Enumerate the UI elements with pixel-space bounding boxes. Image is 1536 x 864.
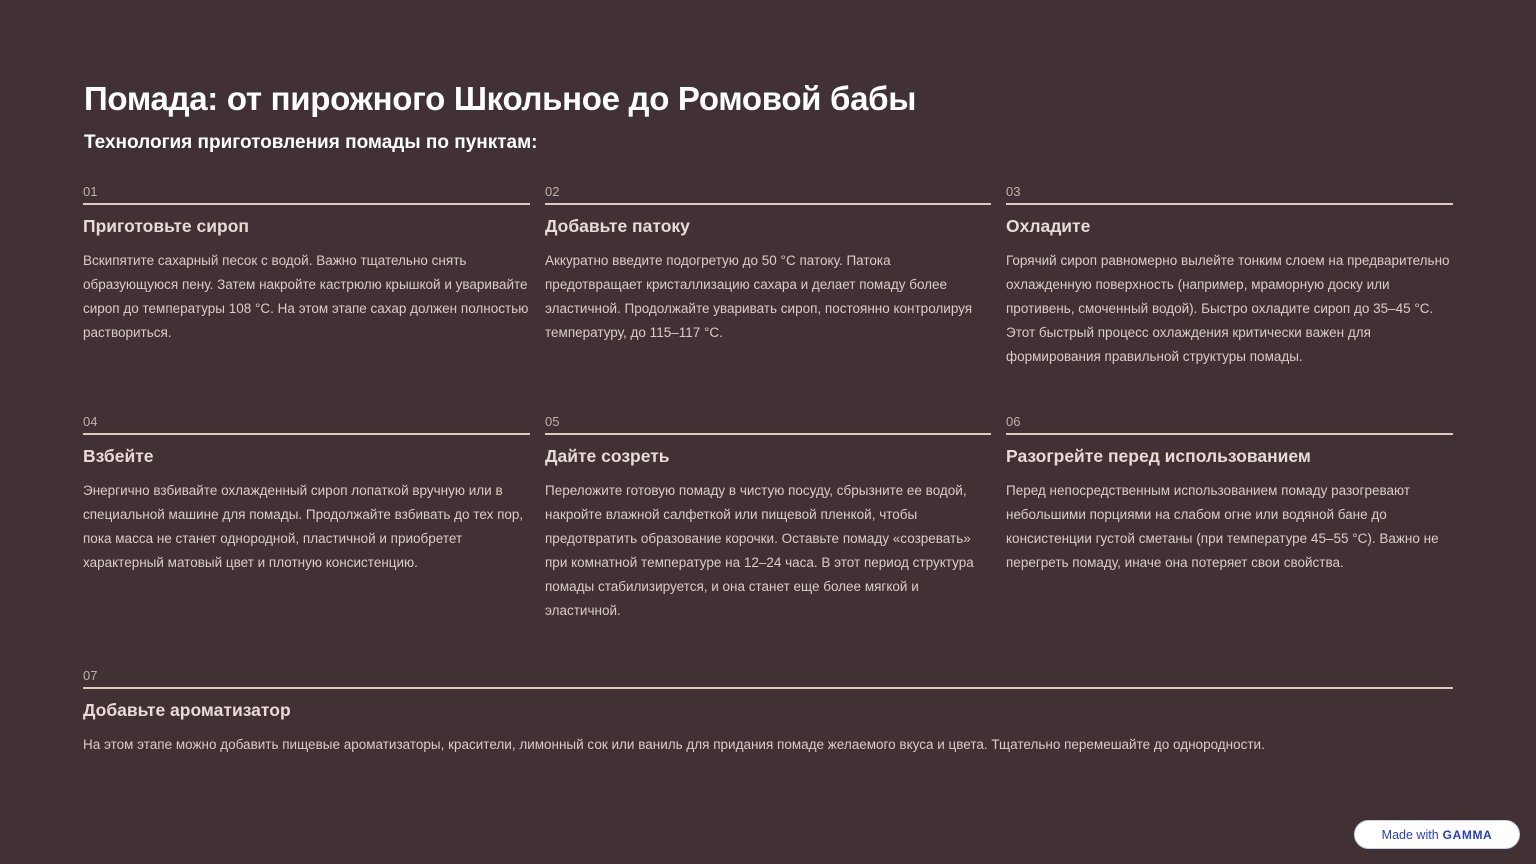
step-description: Горячий сироп равномерно вылейте тонким слоем на предварительно охлажденную поверхность (например, мраморную доску или противень, смоченный водой). Быстро охладите сироп до 35–45 °C. Этот быстрый процесс охлаждения критически важен для формирования правильной структуры помады.: [1006, 253, 1450, 364]
step-card-whip: [83, 414, 530, 575]
step-number: 05: [545, 414, 991, 435]
step-card-reheat: [1006, 414, 1453, 575]
step-number: 04: [83, 414, 530, 435]
step-title: Добавьте патоку: [545, 216, 690, 236]
step-number: 07: [83, 668, 1453, 689]
step-title: Охладите: [1006, 216, 1091, 236]
made-with-gamma-badge[interactable]: [1354, 820, 1520, 849]
step-title: Взбейте: [83, 446, 154, 466]
step-description: Переложите готовую помаду в чистую посуду, сбрызните ее водой, накройте влажной салфеткой или пищевой пленкой, чтобы предотвратить образование корочки. Оставьте помаду «созревать» при комнатной температуре на 12–24 часа. В этот период структура помады стабилизируется, и она станет еще более мягкой и эластичной.: [545, 483, 974, 618]
step-title: Дайте созреть: [545, 446, 670, 466]
step-description: Аккуратно введите подогретую до 50 °C патоку. Патока предотвращает кристаллизацию сахара и делает помаду более эластичной. Продолжайте уваривать сироп, постоянно контролируя температуру, до 115–117 °C.: [545, 253, 973, 340]
step-title: Приготовьте сироп: [83, 216, 249, 236]
page-title: Помада: от пирожного Школьное до Ромовой бабы: [84, 80, 917, 117]
page-subtitle: Технология приготовления помады по пунктам:: [84, 132, 538, 153]
step-description: На этом этапе можно добавить пищевые ароматизаторы, красители, лимонный сок или ваниль для придания помаде желаемого вкуса и цвета. Тщательно перемешайте до однородности.: [83, 737, 1265, 752]
step-title: Разогрейте перед использованием: [1006, 446, 1311, 466]
step-description: Энергично взбивайте охлажденный сироп лопаткой вручную или в специальной машине для помады. Продолжайте взбивать до тех пор, пока масса не станет однородной, пластичной и приобретет характерный матовый цвет и плотную консистенцию.: [83, 483, 524, 570]
step-card-cool: [1006, 184, 1453, 369]
step-card-prepare-syrup: [83, 184, 530, 345]
step-number: 03: [1006, 184, 1453, 205]
step-description: Вскипятите сахарный песок с водой. Важно тщательно снять образующуюся пену. Затем накройте кастрюлю крышкой и уваривайте сироп до температуры 108 °C. На этом этапе сахар должен полностью раствориться.: [83, 253, 529, 340]
step-number: 01: [83, 184, 530, 205]
step-card-mature: [545, 414, 991, 623]
step-title: Добавьте ароматизатор: [83, 700, 291, 720]
step-number: 06: [1006, 414, 1453, 435]
gamma-logo: GAMMA: [1442, 827, 1493, 842]
step-description: Перед непосредственным использованием помаду разогревают небольшими порциями на слабом огне или водяной бане до консистенции густой сметаны (при температуре 45–55 °C). Важно не перегреть помаду, иначе она потеряет свои свойства.: [1006, 483, 1439, 570]
step-card-add-molasses: [545, 184, 991, 345]
badge-label: Made with: [1381, 827, 1439, 842]
step-number: 02: [545, 184, 991, 205]
step-card-add-flavoring: [83, 668, 1453, 757]
